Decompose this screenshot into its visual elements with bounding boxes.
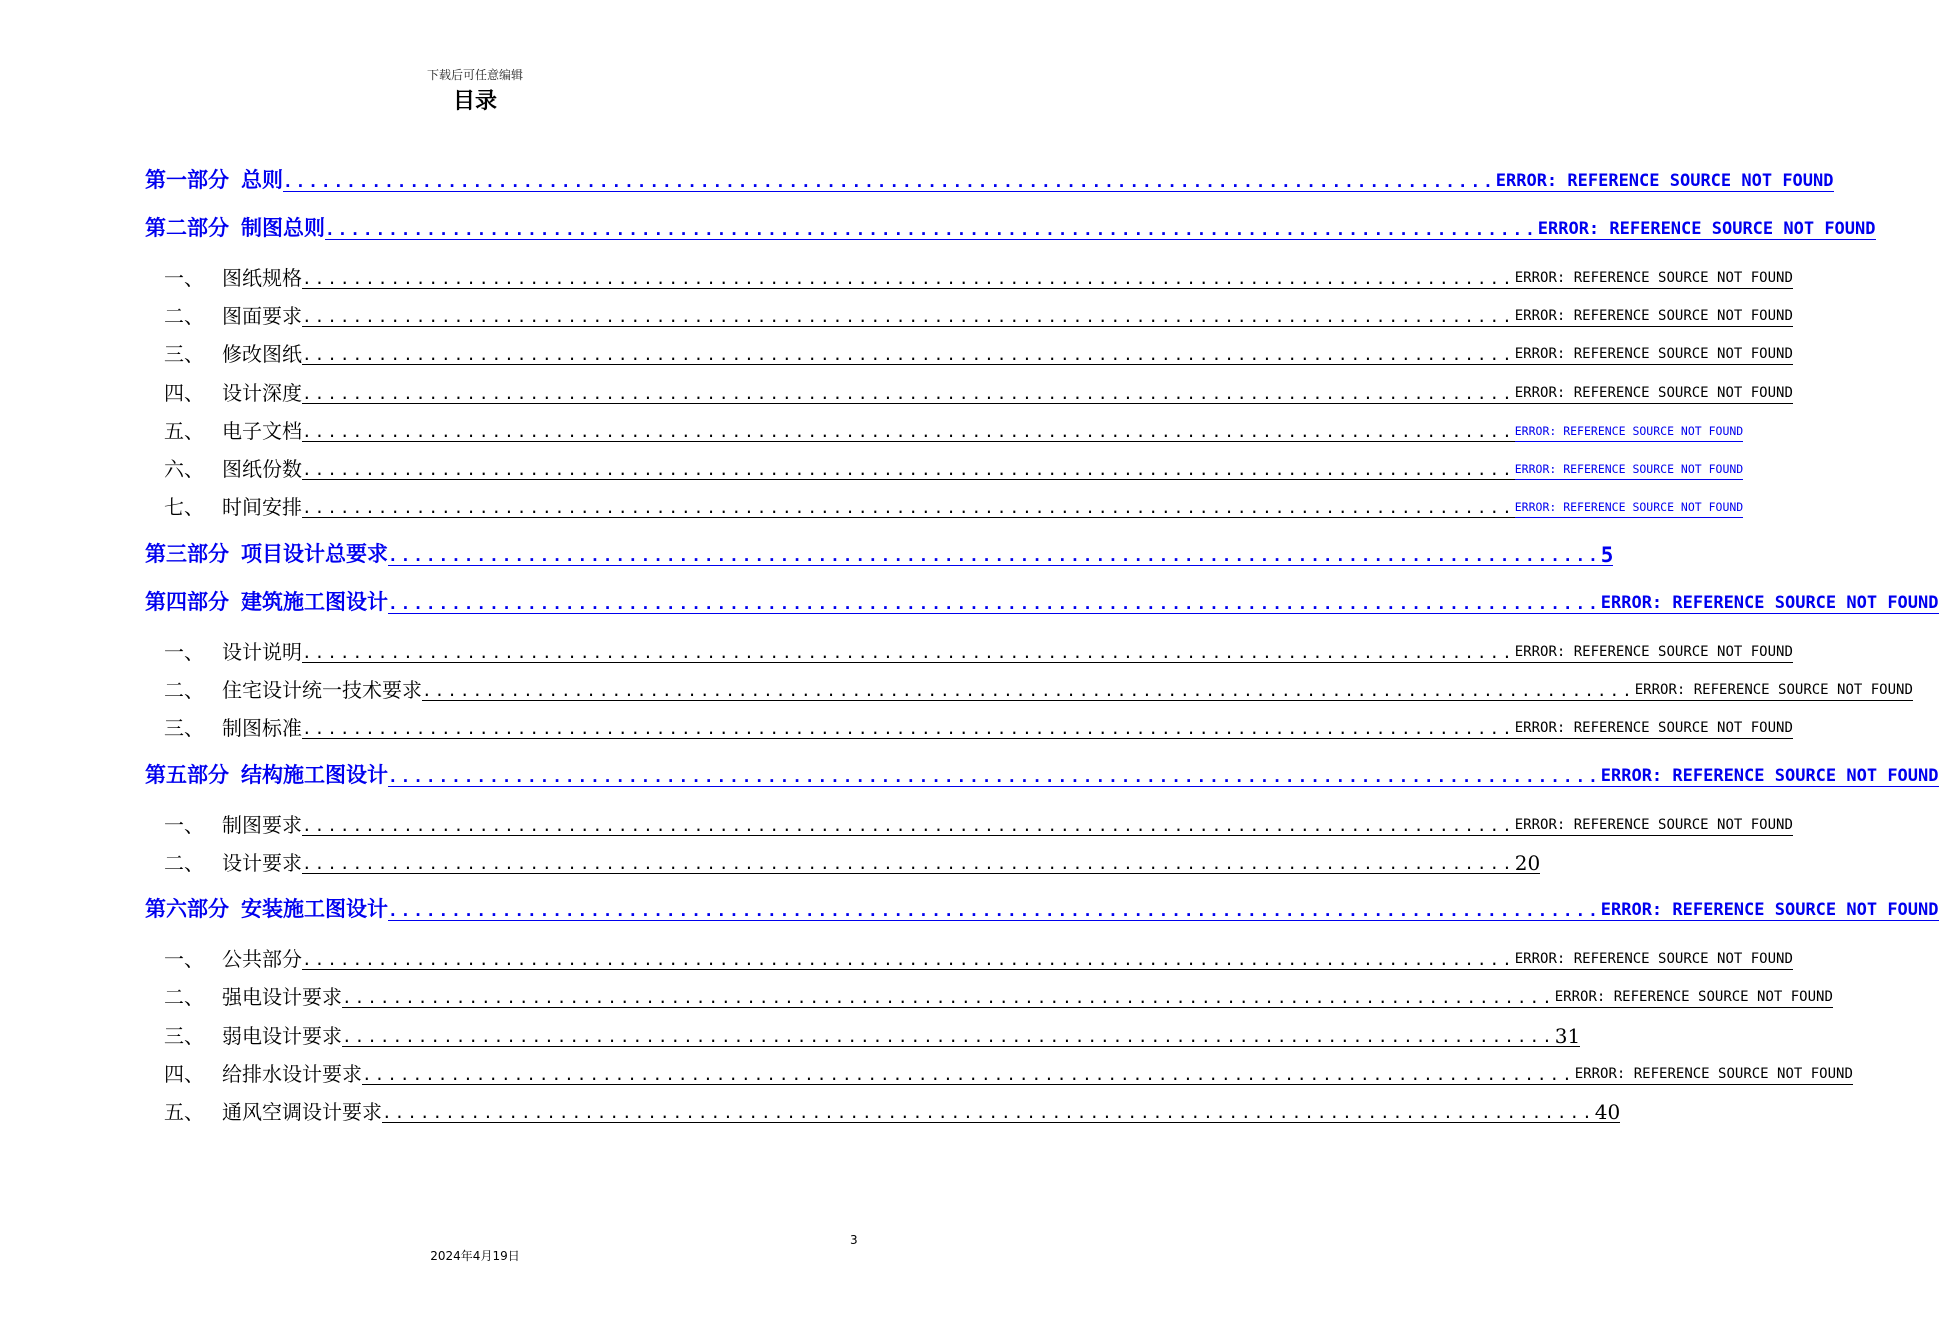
toc-page-ref: ERROR: REFERENCE SOURCE NOT FOUND: [1515, 306, 1793, 327]
toc-entry-section[interactable]: [145, 337, 1793, 367]
toc-text: 图纸份数: [222, 457, 302, 481]
toc-text: 总则: [241, 168, 283, 192]
toc-page-ref: ERROR: REFERENCE SOURCE NOT FOUND: [1515, 642, 1793, 663]
toc-leader: ................................................................................................: [302, 460, 1515, 479]
toc-entry-part-3[interactable]: [145, 538, 1614, 568]
toc-number: 一、: [164, 266, 204, 290]
toc-number: 一、: [164, 947, 204, 971]
toc-text: 制图要求: [222, 813, 302, 837]
toc-leader: ................................................................................................: [388, 901, 1601, 920]
toc-entry-part-6[interactable]: [145, 893, 1939, 923]
toc-number: 第三部分: [145, 542, 229, 566]
toc-text: 强电设计要求: [222, 985, 342, 1009]
toc-page-ref: 31: [1554, 1024, 1581, 1048]
toc-entry-part-2[interactable]: [145, 212, 1876, 242]
toc-text: 通风空调设计要求: [222, 1100, 382, 1124]
toc-number: 二、: [164, 678, 204, 702]
toc-text: 制图标准: [222, 716, 302, 740]
toc-entry-section[interactable]: [145, 414, 1744, 444]
toc-page-ref: ERROR: REFERENCE SOURCE NOT FOUND: [1515, 815, 1793, 836]
toc-entry-section[interactable]: [145, 711, 1793, 741]
toc-page-ref: ERROR: REFERENCE SOURCE NOT FOUND: [1515, 421, 1743, 442]
toc-number: 二、: [164, 304, 204, 328]
toc-title: 目录: [452, 89, 497, 114]
toc-page-ref: 40: [1594, 1100, 1621, 1124]
toc-leader: ................................................................................................: [388, 767, 1601, 786]
toc-page-ref: ERROR: REFERENCE SOURCE NOT FOUND: [1495, 171, 1834, 191]
toc-number: 五、: [164, 1100, 204, 1124]
toc-entry-section[interactable]: [145, 942, 1793, 972]
toc-leader: ................................................................................................: [302, 422, 1515, 441]
toc-page-ref: ERROR: REFERENCE SOURCE NOT FOUND: [1515, 949, 1793, 970]
toc-entry-section[interactable]: [145, 846, 1541, 876]
toc-text: 图面要求: [222, 304, 302, 328]
toc-page-ref: ERROR: REFERENCE SOURCE NOT FOUND: [1515, 383, 1793, 404]
toc-text: 设计说明: [222, 640, 302, 664]
toc-page-ref: ERROR: REFERENCE SOURCE NOT FOUND: [1555, 987, 1833, 1008]
toc-entry-section[interactable]: [145, 261, 1793, 291]
toc-page-ref: ERROR: REFERENCE SOURCE NOT FOUND: [1515, 718, 1793, 739]
toc-leader: ................................................................................................: [283, 172, 1496, 191]
toc-leader: ................................................................................................: [382, 1103, 1595, 1122]
header-note: 下载后可任意编辑: [426, 68, 523, 82]
toc-number: 六、: [164, 457, 204, 481]
toc-page-ref: ERROR: REFERENCE SOURCE NOT FOUND: [1635, 680, 1913, 701]
toc-page-ref: 5: [1600, 543, 1614, 567]
toc-text: 修改图纸: [222, 342, 302, 366]
toc-leader: ................................................................................................: [302, 307, 1515, 326]
toc-text: 给排水设计要求: [222, 1062, 362, 1086]
toc-number: 第六部分: [145, 897, 229, 921]
toc-page-ref: ERROR: REFERENCE SOURCE NOT FOUND: [1600, 900, 1939, 920]
toc-entry-part-4[interactable]: [145, 586, 1939, 616]
toc-text: 安装施工图设计: [241, 897, 388, 921]
toc-number: 一、: [164, 813, 204, 837]
toc-leader: ................................................................................................: [325, 220, 1538, 239]
toc-number: 四、: [164, 1062, 204, 1086]
toc-leader: ................................................................................................: [422, 681, 1635, 700]
toc-leader: ................................................................................................: [302, 950, 1515, 969]
toc-text: 住宅设计统一技术要求: [222, 678, 422, 702]
toc-leader: ................................................................................................: [342, 1027, 1555, 1046]
toc-leader: ................................................................................................: [362, 1065, 1575, 1084]
toc-number: 第二部分: [145, 216, 229, 240]
footer-page-number: 3: [850, 1233, 858, 1247]
toc-entry-part-5[interactable]: [145, 759, 1939, 789]
toc-text: 弱电设计要求: [222, 1024, 342, 1048]
toc-number: 第四部分: [145, 590, 229, 614]
toc-entry-section[interactable]: [145, 808, 1793, 838]
toc-number: 三、: [164, 716, 204, 740]
toc-entry-section[interactable]: [145, 490, 1744, 520]
toc-entry-section[interactable]: [145, 376, 1793, 406]
toc-page-ref: ERROR: REFERENCE SOURCE NOT FOUND: [1515, 459, 1743, 480]
toc-text: 电子文档: [222, 419, 302, 443]
toc-entry-section[interactable]: [145, 980, 1833, 1010]
toc-number: 第五部分: [145, 763, 229, 787]
toc-entry-section[interactable]: [145, 299, 1793, 329]
toc-text: 建筑施工图设计: [241, 590, 388, 614]
toc-text: 公共部分: [222, 947, 302, 971]
toc-number: 四、: [164, 381, 204, 405]
toc-number: 三、: [164, 1024, 204, 1048]
toc-number: 第一部分: [145, 168, 229, 192]
toc-text: 图纸规格: [222, 266, 302, 290]
toc-page-ref: ERROR: REFERENCE SOURCE NOT FOUND: [1600, 593, 1939, 613]
toc-leader: ................................................................................................: [302, 719, 1515, 738]
toc-entry-section[interactable]: [145, 1095, 1621, 1125]
toc-leader: ................................................................................................: [302, 816, 1515, 835]
toc-number: 五、: [164, 419, 204, 443]
toc-page-ref: ERROR: REFERENCE SOURCE NOT FOUND: [1575, 1064, 1853, 1085]
toc-text: 结构施工图设计: [241, 763, 388, 787]
toc-entry-section[interactable]: [145, 1057, 1853, 1087]
toc-leader: ................................................................................................: [302, 643, 1515, 662]
toc-leader: ................................................................................................: [302, 854, 1515, 873]
toc-number: 二、: [164, 985, 204, 1009]
toc-text: 设计深度: [222, 381, 302, 405]
toc-number: 一、: [164, 640, 204, 664]
footer-date: 2024年4月19日: [430, 1249, 520, 1263]
toc-entry-section[interactable]: [145, 1019, 1581, 1049]
toc-entry-section[interactable]: [145, 673, 1913, 703]
toc-text: 设计要求: [222, 851, 302, 875]
toc-page-ref: ERROR: REFERENCE SOURCE NOT FOUND: [1515, 268, 1793, 289]
toc-text: 时间安排: [222, 495, 302, 519]
toc-page-ref: ERROR: REFERENCE SOURCE NOT FOUND: [1515, 497, 1743, 518]
toc-leader: ................................................................................................: [302, 345, 1515, 364]
toc-text: 项目设计总要求: [241, 542, 388, 566]
toc-leader: ................................................................................................: [388, 546, 1601, 565]
toc-leader: ................................................................................................: [342, 988, 1555, 1007]
toc-page-ref: 20: [1514, 851, 1541, 875]
toc-leader: ................................................................................................: [302, 384, 1515, 403]
toc-entry-section[interactable]: [145, 635, 1793, 665]
toc-entry-part-1[interactable]: [145, 164, 1834, 194]
toc-page-ref: ERROR: REFERENCE SOURCE NOT FOUND: [1600, 766, 1939, 786]
toc-number: 七、: [164, 495, 204, 519]
toc-entry-section[interactable]: [145, 452, 1744, 482]
toc-leader: ................................................................................................: [302, 269, 1515, 288]
toc-page-ref: ERROR: REFERENCE SOURCE NOT FOUND: [1515, 344, 1793, 365]
toc-text: 制图总则: [241, 216, 325, 240]
toc-leader: ................................................................................................: [388, 594, 1601, 613]
toc-number: 三、: [164, 342, 204, 366]
toc-number: 二、: [164, 851, 204, 875]
toc-leader: ................................................................................................: [302, 498, 1515, 517]
toc-page-ref: ERROR: REFERENCE SOURCE NOT FOUND: [1537, 219, 1876, 239]
